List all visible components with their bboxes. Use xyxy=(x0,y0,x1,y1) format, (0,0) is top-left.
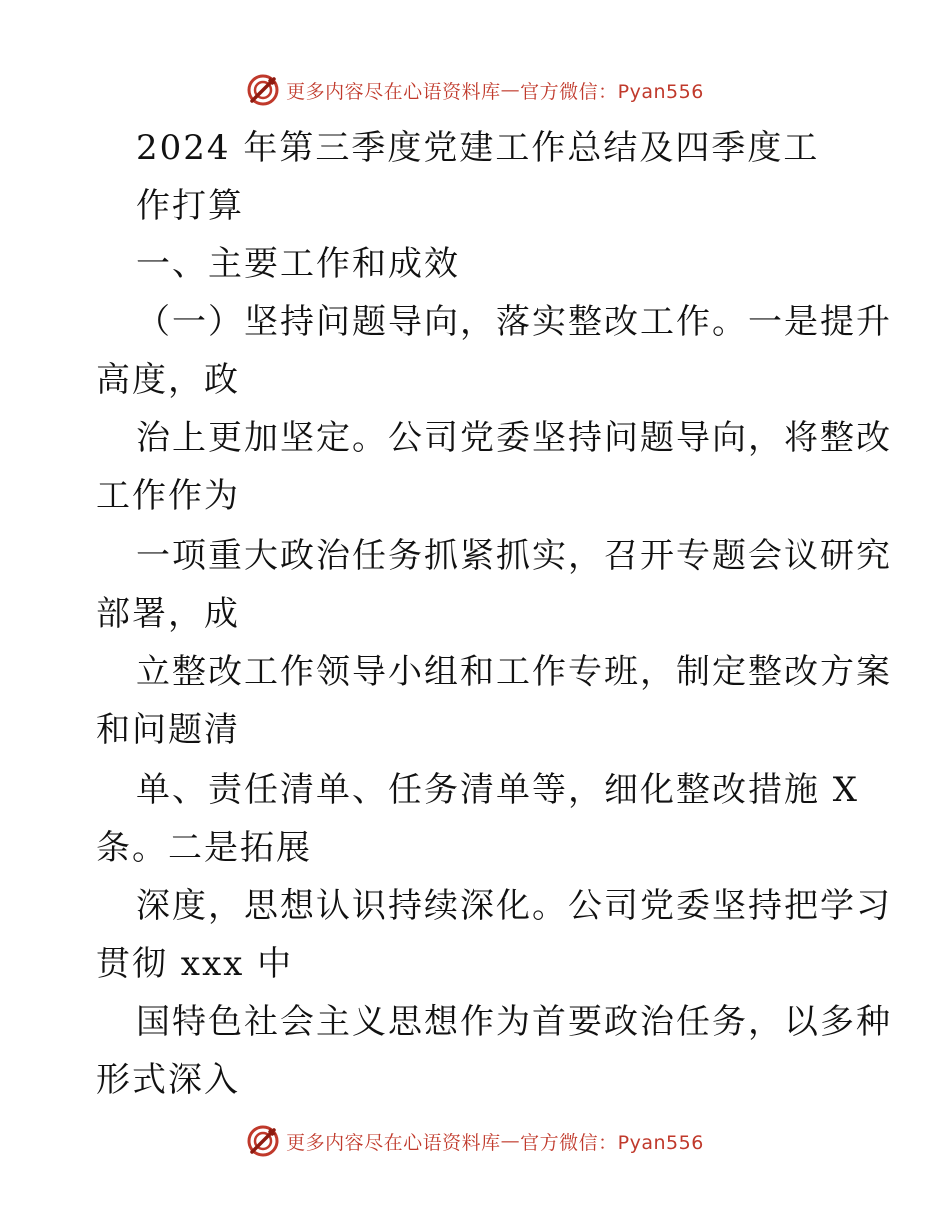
paragraph-line: 部署，成 xyxy=(96,594,240,634)
brand-logo-icon xyxy=(246,1124,280,1158)
paragraph-line: 和问题清 xyxy=(96,710,240,750)
watermark-wechat: 官方微信：Pyan556 xyxy=(520,1131,704,1154)
brand-logo-icon xyxy=(246,73,280,107)
watermark-separator: — xyxy=(500,79,521,101)
paragraph-line: 深度，思想认识持续深化。公司党委坚持把学习 xyxy=(136,886,892,926)
paragraph-line: 治上更加坚定。公司党委坚持问题导向，将整改 xyxy=(136,418,892,458)
paragraph-line: 国特色社会主义思想作为首要政治任务，以多种 xyxy=(136,1002,892,1042)
watermark-wechat: 官方微信：Pyan556 xyxy=(520,80,704,103)
paragraph-line: 工作作为 xyxy=(96,476,240,516)
paragraph-line: 贯彻 xxx 中 xyxy=(96,944,294,984)
header-watermark xyxy=(0,70,950,110)
watermark-text: 更多内容尽在心语资料库 xyxy=(286,80,501,103)
document-title-line-2: 作打算 xyxy=(136,186,244,226)
paragraph-line: 条。二是拓展 xyxy=(96,828,312,868)
footer-watermark xyxy=(0,1121,950,1161)
section-heading: 一、主要工作和成效 xyxy=(136,244,460,284)
paragraph-line: （一）坚持问题导向，落实整改工作。一是提升 xyxy=(136,302,892,342)
paragraph-line: 立整改工作领导小组和工作专班，制定整改方案 xyxy=(136,652,892,692)
document-title-line-1: 2024 年第三季度党建工作总结及四季度工 xyxy=(136,128,820,168)
watermark-text: 更多内容尽在心语资料库 xyxy=(286,1131,501,1154)
paragraph-line: 单、责任清单、任务清单等，细化整改措施 X xyxy=(136,770,860,810)
paragraph-line: 高度，政 xyxy=(96,360,240,400)
paragraph-line: 一项重大政治任务抓紧抓实，召开专题会议研究 xyxy=(136,536,892,576)
watermark-separator: — xyxy=(500,1130,521,1152)
paragraph-line: 形式深入 xyxy=(96,1060,240,1100)
